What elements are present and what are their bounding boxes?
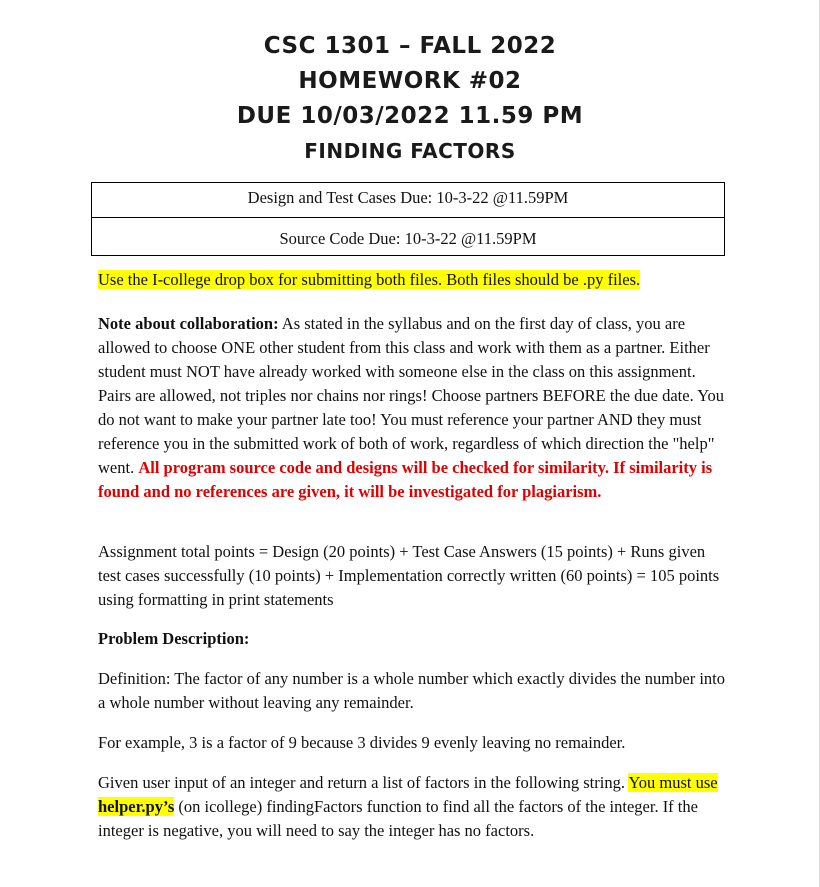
definition-paragraph: Definition: The factor of any number is a whole number which exactly divides the number into a whole number without leaving any remainder.	[98, 669, 725, 712]
course-title: CSC 1301 – FALL 2022	[263, 33, 557, 59]
collaboration-text: As stated in the syllabus and on the first day of class, you are allowed to choose ONE other student from this class and work with them as a partner. Either student must NOT have already worked with someone else in the class on this assignment. Pairs are allowed, not triples nor chains nor rings! Choose partners BEFORE the due date. You do not want to make your partner late too! You must reference your partner AND they must reference you in the submitted work of both of work, regardless of which direction the "help" went.	[98, 314, 724, 477]
instructions-part1: Given user input of an integer and return a list of factors in the following string.	[98, 773, 629, 792]
plagiarism-warning: All program source code and designs will be checked for similarity. If similarity is found and no references are given, it will be investigated for plagiarism.	[98, 458, 713, 501]
instructions-part2: (on icollege) findingFactors function to find all the factors of the integer. If the integer is negative, you will need to say the integer has no factors.	[98, 797, 698, 840]
homework-title: HOMEWORK #02	[298, 68, 522, 94]
problem-heading	[98, 627, 728, 651]
source-due-row: Source Code Due: 10-3-22 @11.59PM	[92, 217, 724, 255]
instructions-highlight-text: You must use	[628, 773, 718, 792]
submission-highlight: Use the I-college drop box for submitting both files. Both files should be .py files.	[98, 270, 641, 289]
instructions-paragraph	[98, 771, 728, 843]
design-due-row: Design and Test Cases Due: 10-3-22 @11.59PM	[247, 188, 569, 207]
due-date-title: DUE 10/03/2022 11.59 PM	[236, 103, 584, 129]
collaboration-label: Note about collaboration:	[98, 314, 279, 333]
helper-file-name: helper.py’s	[98, 797, 175, 816]
collaboration-paragraph	[98, 312, 728, 504]
example-paragraph: For example, 3 is a factor of 9 because 3 divides 9 evenly leaving no remainder.	[98, 733, 626, 752]
problem-heading-text: Problem Description:	[98, 629, 250, 648]
submission-note	[98, 268, 728, 292]
topic-title: FINDING FACTORS	[304, 139, 516, 163]
due-dates-table	[91, 182, 725, 256]
points-paragraph: Assignment total points = Design (20 points) + Test Case Answers (15 points) + Runs given test cases successfully (10 points) + Implementation correctly written (60 points) = 105 points using formatting in print statements	[98, 542, 720, 609]
